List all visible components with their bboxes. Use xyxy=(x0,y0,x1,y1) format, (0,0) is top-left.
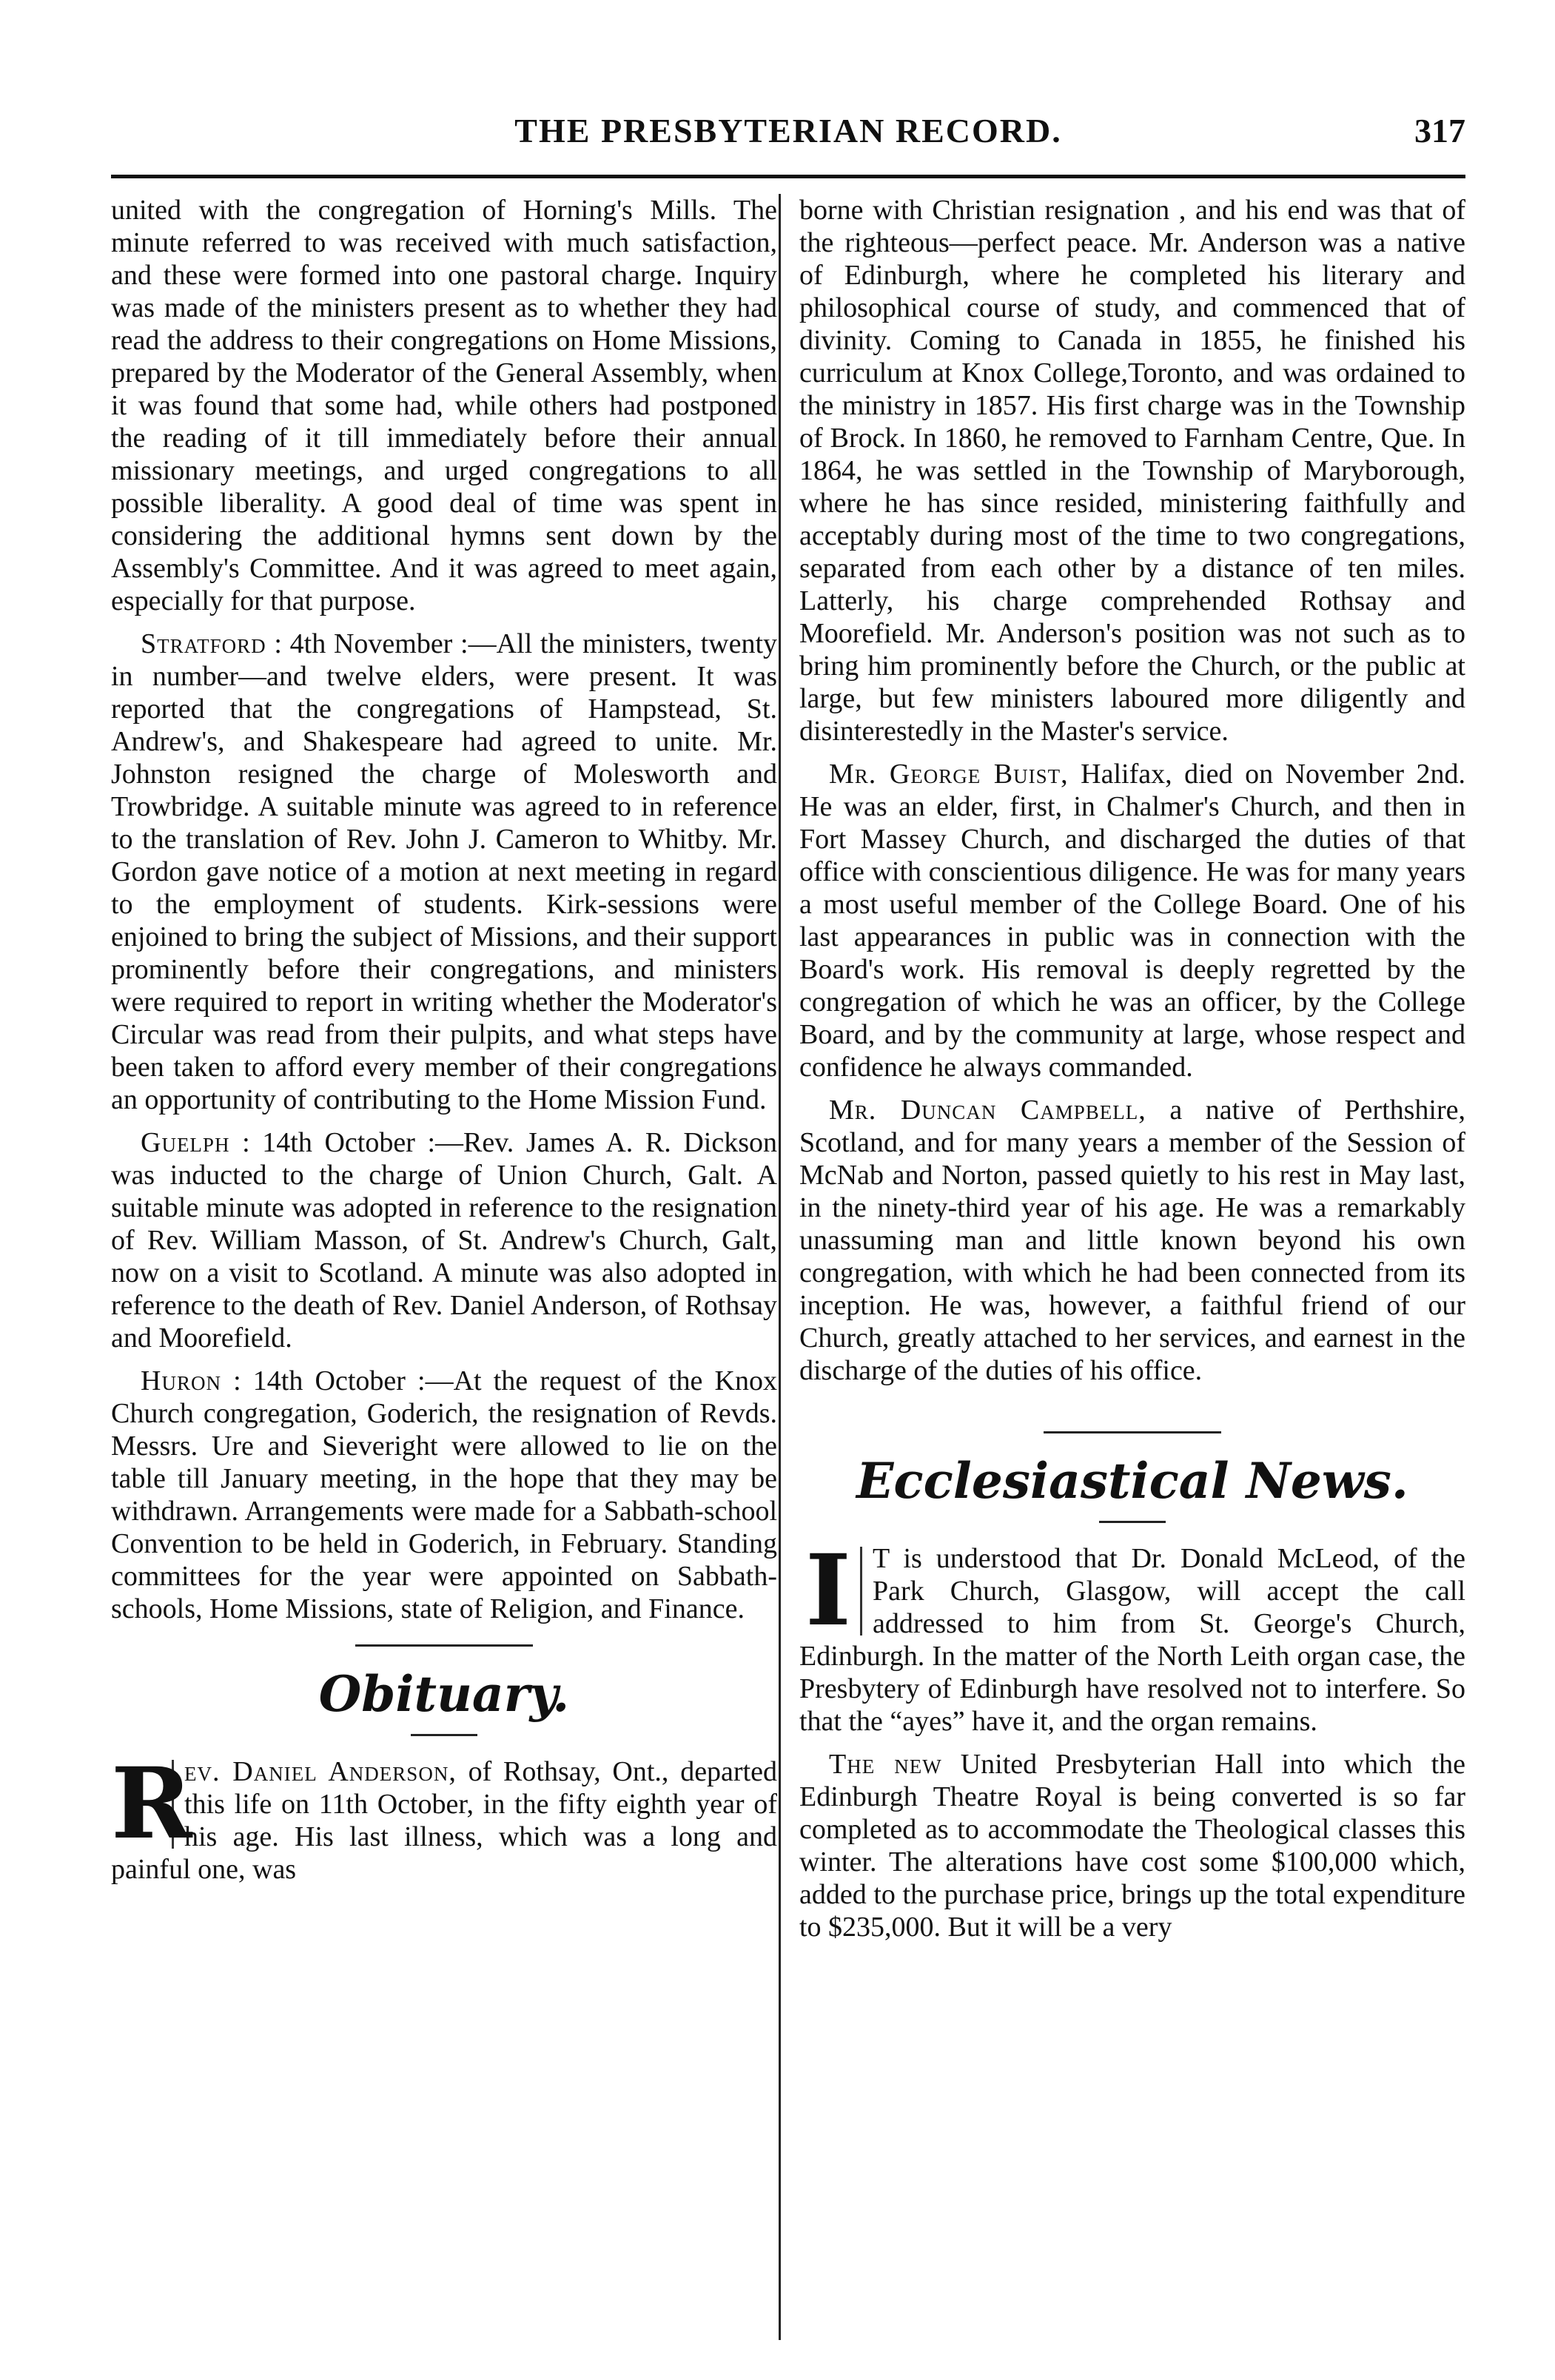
paragraph-campbell-text: a native of Perthshire, Scotland, and for many years a member of the Session of McNab and Norton, passed quietly to his rest in May last, in the ninety-third year of his age. He was a remarkably unassuming man and little known beyond his own congregation, with which he had been connected from its inception. He was, however, a faithful friend of our Church, greatly attached to her services, and earnest in the discharge of the duties of his office. xyxy=(799,1095,1465,1386)
paragraph-huron-text: : 14th October :—At the request of the Knox Church congregation, Goderich, the resignation of Revds. Messrs. Ure and Sieveright were allowed to lie on the table till January meeting, in the hope that they may be withdrawn. Arrangements were made for a Sabbath-school Convention to be held in Goderich, in February. Standing committees for the year were appointed on Sabbath-schools, Home Missions, state of Religion, and Finance. xyxy=(111,1365,777,1624)
running-title: THE PRESBYTERIAN RECORD. xyxy=(514,112,1062,149)
paragraph-hall xyxy=(799,1748,1465,1943)
page-header xyxy=(111,111,1465,155)
obituary-name-anderson: ev. Daniel Anderson, xyxy=(184,1756,457,1787)
presbytery-name-guelph: Guelph xyxy=(141,1127,230,1158)
paragraph-buist xyxy=(799,758,1465,1083)
obituary-name-buist: Mr. George Buist, xyxy=(829,759,1069,790)
heading-underline xyxy=(411,1734,477,1736)
heading-underline xyxy=(1099,1521,1166,1523)
right-column xyxy=(799,194,1465,1954)
paragraph-mcleod-text: T is understood that Dr. Donald McLeod, of the Park Church, Glasgow, will accept the call addressed to him from St. George's Church, Edinburgh. In the matter of the North Leith organ case, the Presbytery of Edinburgh have resolved not to interfere. So that the “ayes” have it, and the organ remains. xyxy=(799,1543,1465,1737)
paragraph-mcleod xyxy=(799,1533,1465,1738)
section-rule xyxy=(355,1644,533,1647)
ecclesiastical-news-heading: Ecclesiastical News. xyxy=(856,1452,1408,1510)
paragraph-hall-text: United Presbyterian Hall into which the Edinburgh Theatre Royal is being converted is so far completed as to accommodate the Theological classes this winter. The alterations have cost some $100,000 which, added to the purchase price, brings up the total expenditure to $235,000. But it will be a very xyxy=(799,1749,1465,1943)
paragraph-anderson-continued: borne with Christian resignation , and his end was that of the righteous—perfect peace. Mr. Anderson was a native of Edinburgh, where he completed his literary and philosophical course of study, and commenced that of divinity. Coming to Canada in 1855, he finished his curriculum at Knox College,Toronto, and was ordained to the ministry in 1857. His first charge was in the Township of Brock. In 1860, he removed to Farnham Centre, Que. In 1864, he was settled in the Township of Maryborough, where he has since resided, ministering faithfully and acceptably during most of the time to two congregations, separated from each other by a distance of ten miles. Latterly, his charge comprehended Rothsay and Moorefield. Mr. Anderson's position was not such as to bring him prominently before the Church, or the public at large, but few ministers laboured more diligently and disinterestedly in the Master's service. xyxy=(799,195,1465,747)
obituary-name-campbell: Mr. Duncan Campbell, xyxy=(829,1095,1146,1126)
paragraph-campbell xyxy=(799,1094,1465,1387)
paragraph-buist-text: Halifax, died on November 2nd. He was an elder, first, in Chalmer's Church, and then in Fort Massey Church, and discharged the duties of that office with conscientious diligence. He was for many years a most useful member of the College Board. One of his last appearances in public was in connection with the Board's work. His removal is deeply regretted by the congregation of which he was an officer, by the College Board, and by the community at large, whose respect and confidence he always commanded. xyxy=(799,759,1466,1083)
header-rule xyxy=(111,175,1465,178)
paragraph-horning: united with the congregation of Horning's Mills. The minute referred to was received with much satisfaction, and these were formed into one pastoral charge. Inquiry was made of the ministers present as to whether they had read the address to their congregations on Home Missions, prepared by the Moderator of the General Assembly, when it was found that some had, while others had postponed the reading of it till immediately before their annual missionary meetings, and urged congregations to all possible liberality. A good deal of time was spent in considering the additional hymns sent down by the Assembly's Committee. And it was agreed to meet again, especially for that purpose. xyxy=(111,195,777,616)
paragraph-guelph xyxy=(111,1126,777,1354)
paragraph-stratford xyxy=(111,628,777,1116)
dropcap-r: R xyxy=(111,1747,192,1861)
page-number: 317 xyxy=(1414,112,1465,149)
obituary-anderson-text: of Rothsay, Ont., departed this life on 11th October, in the fifty eighth year of his age. His last illness, which was a long and painful one, was xyxy=(111,1756,777,1885)
paragraph-obituary-anderson xyxy=(111,1747,777,1886)
presbytery-name-stratford: Stratford xyxy=(141,628,266,659)
left-column xyxy=(111,194,777,1896)
section-rule xyxy=(1044,1431,1221,1433)
column-divider xyxy=(779,194,781,2340)
paragraph-stratford-text: : 4th November :—All the ministers, twenty in number—and twelve elders, were present. It was reported that the congregations of Hampstead, St. Andrew's, and Shakespeare had agreed to unite. Mr. Johnston resigned the charge of Molesworth and Trowbridge. A suitable minute was agreed to in reference to the translation of Rev. John J. Cameron to Whitby. Mr. Gordon gave notice of a motion at next meeting in regard to the employment of students. Kirk-sessions were enjoined to bring the subject of Missions, and their support prominently before their congregations, and ministers were required to report in writing whether the Moderator's Circular was read from their pulpits, and what steps have been taken to afford every member of their congregations an opportunity of contributing to the Home Mission Fund. xyxy=(111,628,778,1115)
paragraph-huron xyxy=(111,1365,777,1625)
obituary-heading: Obituary. xyxy=(318,1665,570,1723)
dropcap-i: I xyxy=(799,1547,862,1636)
paragraph-hall-lead: The new xyxy=(829,1749,942,1780)
presbytery-name-huron: Huron xyxy=(141,1365,221,1396)
paragraph-guelph-text: : 14th October :—Rev. James A. R. Dickson was inducted to the charge of Union Church, Galt. A suitable minute was adopted in reference to the resignation of Rev. William Masson, of St. Andrew's Church, Galt, now on a visit to Scotland. A minute was also adopted in reference to the death of Rev. Daniel Anderson, of Rothsay and Moorefield. xyxy=(111,1127,778,1354)
